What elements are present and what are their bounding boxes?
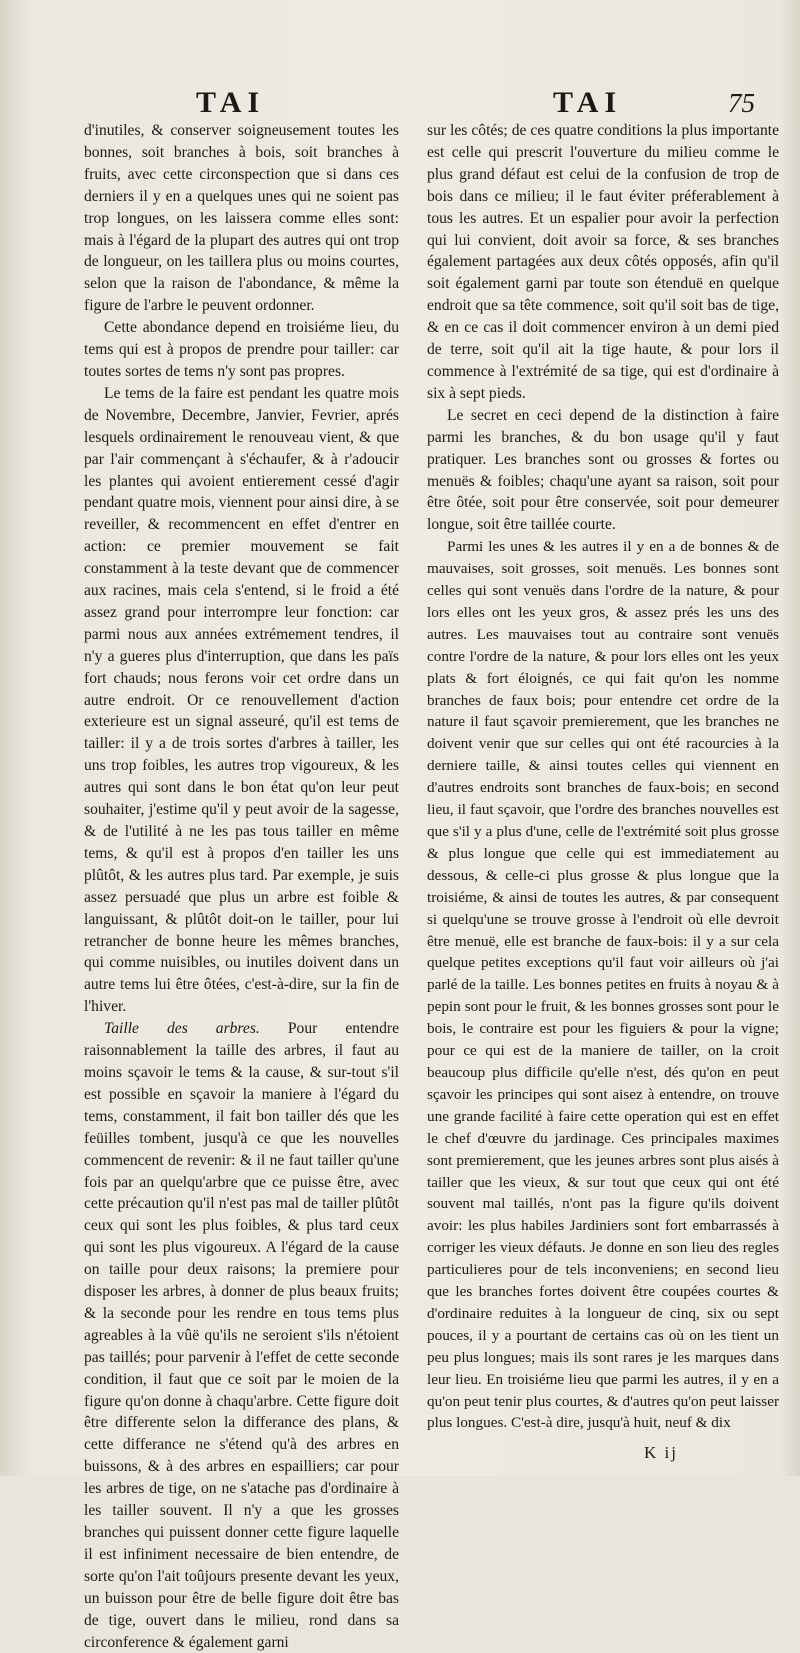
page-number: 75 (728, 88, 755, 118)
paragraph: Parmi les unes & les autres il y en a de bonnes & de mauvaises, soit grosses, soit menuës. Les bonnes sont celles qui sont venuës dans l'ordre de la nature, & pour lors elles ont les yeux gros, & assez prés les uns des autres. Les mauvaises tout au contraire sont venuës contre l'ordre de la nature, & pour lors elles ont les yeux plats & fort éloignés, ce qui fait qu'on les nomme branches de faux bois; pour entendre cet ordre de la nature il faut sçavoir premierement, que les branches ne doivent venir que sur celles qui ont été racourcies à la derniere taille, & ainsi toutes celles qui viennent en d'autres endroits sont branches de faux-bois; en second lieu, il faut sçavoir, que l'ordre des branches nouvelles est que s'il y a plus d'une, celle de l'extrémité soit plus grosse & plus longue que celle qui est immediatement au dessous, & celle-ci plus grosse & plus longue que la troisiéme, & ainsi de toutes les autres, & par consequent si quelqu'une se trouve grosse à l'endroit où elle devroit être menuë, elle est branche de faux-bois: il y a sur cela quelque petites exceptions qu'il faut voir ailleurs où j'ai parlé de la taille. Les bonnes petites en fruits à noyau & à pepin sont pour le fruit, & les bonnes grosses sont pour le bois, le contraire est pour les figuiers & pour la vigne; pour ce qui est de la maniere de tailler, on la croit beaucoup plus difficile qu'elle n'est, dés qu'on en peut sçavoir les principes qui sont aisez à entendre, on trouve une grande facilité à faire cette operation qui est en effet le chef d'œuvre du jardinage. Ces principales maximes sont premierement, que les jeunes arbres sont plus aisés à tailler que les vieux, & sur tout que ceux qui ont été souvent mal taillés, n'ont pas la figure qu'ils doivent avoir: les plus habiles Jardiniers sont fort embarrassés à corriger les vieux défauts. Je donne en son lieu des regles particulieres pour de tels inconveniens; en second lieu que les branches fortes doivent être coupées courtes & d'ordinaire reduites à la longueur de cinq, six ou sept pouces, il y a pourtant de certains cas où on les tient un peu plus longues; mais ils sont rares je les marques dans leur lieu. En troisiéme lieu que parmi les autres, il y en a qu'on peut tenir plus courtes, & d'autres qu'on peut laisser plus longues. C'est-à dire, jusqu'à huit, neuf & dix (427, 538, 779, 1432)
paragraph: sur les côtés; de ces quatre conditions la plus importante est celle qui prescrit l'ouverture du milieu comme le plus grand défaut est celui de la confusion de trop de bois dans ce milieu; il le faut éviter préferablement à tous les autres. Et un espalier pour avoir la perfection qui lui convient, doit avoir sa force, & ses branches également partagées aux deux côtés opposés, afin qu'il soit également garni par toute son étenduë en quelque endroit que sa tête commence, soit qu'il soit bas de tige, & en ce cas il doit commencer environ à un demi pied de terre, soit qu'il ait la tige haute, & pour lors il commence à l'extrémité de sa tige, qui est d'ordinaire à six à sept pieds. (427, 122, 779, 402)
paragraph: Cette abondance depend en troisiéme lieu, du tems qui est à propos de prendre pour tailler: car toutes sortes de tems n'y sont pas propres. (84, 319, 399, 380)
signature-mark: K ij (644, 1443, 678, 1462)
paragraph: d'inutiles, & conserver soigneusement toutes les bonnes, soit branches à bois, soit branches à fruits, avec cette circonspection que si dans ces derniers il y en a quelques unes qui ne soient pas trop longues, on les laissera comme elles sont: mais à l'égard de la plupart des autres qui ont trop de longueur, on les taillera plus ou moins courtes, selon que la raison de l'abondance, & même la figure de l'arbre le peuvent ordonner. (84, 122, 399, 315)
paragraph-text: Pour entendre raisonnablement la taille des arbres, il faut au moins sçavoir le tems & la cause, & sur-tout s'il est possible en sçavoir la maniere à l'égard du tems, constamment, il fait bon tailler dés que les feüilles tombent, jusqu'à ce que les nouvelles commencent de revenir: & il ne faut tailler qu'une fois par an quelqu'arbre que ce puisse être, avec cette précaution qu'il n'est pas mal de tailler plûtôt ceux qui sont les plus foibles, & plus tard ceux qui sont les plus vigoureux. A l'égard de la cause on taille pour deux raisons; la premiere pour disposer les arbres, à donner de plus beaux fruits; & la seconde pour les rendre en tous tems plus agreables à la vûë qu'ils ne seroient s'ils n'étoient pas taillés; pour parvenir à l'effet de cette seconde condition, il faut que ce soit par le moien de la figure qu'on donne à chaqu'arbre. Cette figure doit être differente selon la differance des plans, & cette differance ne s'étend qu'à des arbres en buissons, & à des arbres en espailliers; car pour les arbres de tige, on ne s'atache pas d'ordinaire à les tailler souvent. Il n'y a que les grosses branches qui puissent donner cette figure laquelle il est infiniment necessaire de bien entendre, de sorte qu'on l'ait toûjours presente devant les yeux, un buisson pour être de belle figure doit être bas de tige, ouvert dans le milieu, rond dans sa circonference & également garni (84, 1020, 399, 1651)
left-column (84, 120, 399, 1653)
paragraph: Le tems de la faire est pendant les quatre mois de Novembre, Decembre, Janvier, Fevrier, aprés lesquels ordinairement le renouveau vient, & que par l'air commençant à s'échaufer, & à r'adoucir les plantes qui avoient entierement cessé d'agir pendant quatre mois, viennent pour ainsi dire, à se reveiller, & recommencent en effet d'entrer en action: ce premier mouvement se fait constamment à la teste devant que de commencer aux racines, mais cela s'entend, si le froid a été assez grand pour interrompre leur fonction: car parmi nous aux années extrémement tendres, il n'y a gueres plus d'interruption, que dans les païs fort chauds; nous ferons voir cet ordre dans un autre endroit. Or ce renouvellement d'action exterieure est un signal asseuré, qu'il est tems de tailler: il y a de trois sortes d'arbres à tailler, les uns trop foibles, les autres trop vigoureux, & les autres qui sont dans le bon état qu'on leur peut souhaiter, j'estime qu'il y peut avoir de la sagesse, & de l'utilité à ne les pas tous tailler en même tems, & qu'il est à propos d'en tailler les uns plûtôt, & les autres plus tard. Par exemple, je suis assez persuadé que plus un arbre est foible & languissant, & plûtôt doit-on le tailler, pour lui retrancher de bonne heure les mêmes branches, qui comme nuisibles, ou inutiles doivent dans un autre tems lui être ôtées, c'est-à-dire, sur la fin de l'hiver. (84, 384, 399, 1016)
running-head-right: TAI (553, 86, 623, 119)
paragraph (84, 1018, 399, 1653)
paragraph: Le secret en ceci depend de la distinction à faire parmi les branches, & du bon usage qu'il y faut pratiquer. Les branches sont ou grosses & fortes ou menuës & foibles; chaqu'une ayant sa raison, soit pour être ôtée, soit pour être conservée, soit pour demeurer longue, soit être taillée courte. (427, 406, 779, 534)
running-head-left: TAI (196, 86, 266, 119)
section-rubric: Taille des arbres. (104, 1020, 260, 1038)
right-column (427, 120, 779, 1434)
